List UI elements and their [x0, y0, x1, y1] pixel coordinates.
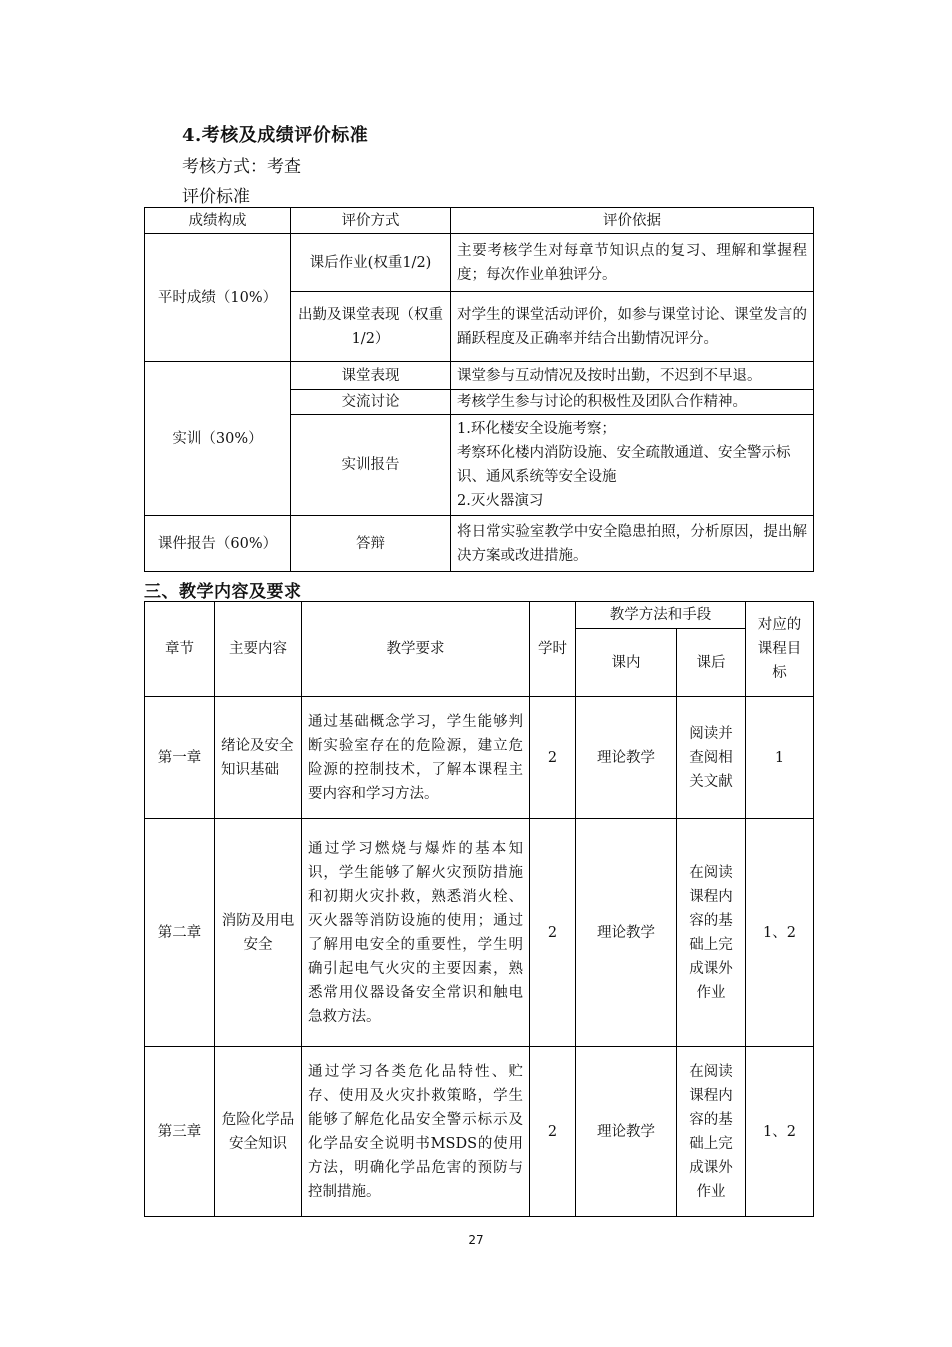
- requirements-cell: 通过基础概念学习，学生能够判断实验室存在的危险源，建立危险源的控制技术，了解本课程主要内容和学习方法。: [302, 697, 530, 819]
- objectives-cell: 1、2: [746, 1047, 814, 1217]
- header-after-class: 课后: [677, 629, 746, 697]
- table-row: [145, 234, 814, 292]
- component-cell: 平时成绩（10%）: [145, 234, 291, 362]
- basis-line: 1.环化楼安全设施考察；: [457, 421, 616, 437]
- after-class-cell: 阅读并查阅相关文献: [677, 697, 746, 819]
- header-main-content: 主要内容: [215, 602, 302, 697]
- header-methods: 教学方法和手段: [576, 602, 746, 629]
- table-row: [145, 819, 814, 1047]
- after-class-cell: 在阅读课程内容的基础上完成课外作业: [677, 1047, 746, 1217]
- header-method: 评价方式: [291, 208, 451, 234]
- basis-cell: 主要考核学生对每章节知识点的复习、理解和掌握程度；每次作业单独评分。: [451, 234, 814, 292]
- chapter-cell: 第二章: [145, 819, 215, 1047]
- table-header-row: [145, 602, 814, 629]
- header-basis: 评价依据: [451, 208, 814, 234]
- method-cell: 课堂表现: [291, 362, 451, 390]
- chapter-cell: 第三章: [145, 1047, 215, 1217]
- after-class-cell: 在阅读课程内容的基础上完成课外作业: [677, 819, 746, 1047]
- hours-cell: 2: [530, 819, 576, 1047]
- chapter-cell: 第一章: [145, 697, 215, 819]
- objectives-cell: 1: [746, 697, 814, 819]
- table-header-row: [145, 208, 814, 234]
- main-content-cell: 绪论及安全知识基础: [215, 697, 302, 819]
- section-heading: 4.考核及成绩评价标准: [182, 125, 369, 146]
- page-number: 27: [468, 1233, 484, 1247]
- table-row: [145, 516, 814, 572]
- table-row: [145, 362, 814, 390]
- objectives-cell: 1、2: [746, 819, 814, 1047]
- basis-cell: 考核学生参与讨论的积极性及团队合作精神。: [451, 390, 814, 415]
- assessment-method: 考核方式：考查: [182, 157, 301, 177]
- table-row: [145, 697, 814, 819]
- basis-cell: 课堂参与互动情况及按时出勤，不迟到不早退。: [451, 362, 814, 390]
- main-content-cell: 危险化学品安全知识: [215, 1047, 302, 1217]
- basis-cell: 对学生的课堂活动评价，如参与课堂讨论、课堂发言的踊跃程度及正确率并结合出勤情况评分。: [451, 292, 814, 362]
- header-requirements: 教学要求: [302, 602, 530, 697]
- basis-cell: [451, 415, 814, 516]
- criteria-label: 评价标准: [182, 187, 250, 207]
- in-class-cell: 理论教学: [576, 819, 677, 1047]
- header-hours: 学时: [530, 602, 576, 697]
- header-objectives: 对应的课程目标: [746, 602, 814, 697]
- component-cell: 实训（30%）: [145, 362, 291, 516]
- teaching-content-table: [144, 601, 814, 1217]
- method-cell: 实训报告: [291, 415, 451, 516]
- hours-cell: 2: [530, 1047, 576, 1217]
- basis-line: 考察环化楼内消防设施、安全疏散通道、安全警示标识、通风系统等安全设施: [457, 445, 791, 485]
- section-title: 三、教学内容及要求: [144, 582, 302, 602]
- in-class-cell: 理论教学: [576, 697, 677, 819]
- header-in-class: 课内: [576, 629, 677, 697]
- requirements-cell: 通过学习各类危化品特性、贮存、使用及火灾扑救策略，学生能够了解危化品安全警示标示及化学品安全说明书MSDS的使用方法，明确化学品危害的预防与控制措施。: [302, 1047, 530, 1217]
- method-cell: 出勤及课堂表现（权重1/2）: [291, 292, 451, 362]
- method-cell: 课后作业(权重1/2): [291, 234, 451, 292]
- evaluation-table: [144, 207, 814, 572]
- main-content-cell: 消防及用电安全: [215, 819, 302, 1047]
- requirements-cell: 通过学习燃烧与爆炸的基本知识，学生能够了解火灾预防措施和初期火灾扑救，熟悉消火栓、灭火器等消防设施的使用；通过了解用电安全的重要性，学生明确引起电气火灾的主要因素，熟悉常用仪器设备安全常识和触电急救方法。: [302, 819, 530, 1047]
- method-cell: 答辩: [291, 516, 451, 572]
- component-cell: 课件报告（60%）: [145, 516, 291, 572]
- basis-line: 2.灭火器演习: [457, 493, 544, 509]
- method-cell: 交流讨论: [291, 390, 451, 415]
- header-chapter: 章节: [145, 602, 215, 697]
- table-row: [145, 1047, 814, 1217]
- basis-cell: 将日常实验室教学中安全隐患拍照，分析原因，提出解决方案或改进措施。: [451, 516, 814, 572]
- header-component: 成绩构成: [145, 208, 291, 234]
- hours-cell: 2: [530, 697, 576, 819]
- in-class-cell: 理论教学: [576, 1047, 677, 1217]
